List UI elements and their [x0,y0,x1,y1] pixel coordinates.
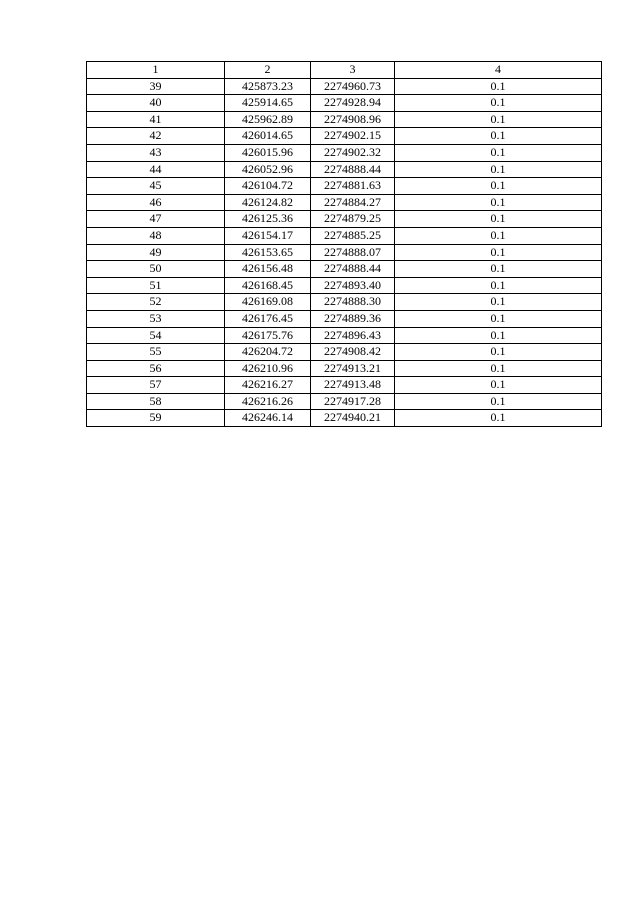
table-row [87,111,602,128]
table-row [87,261,602,278]
table-cell-col-4: 0.1 [395,244,602,261]
table-row [87,244,602,261]
table-cell-col-4: 0.1 [395,144,602,161]
table-cell-col-3: 2274913.48 [311,377,395,394]
table-cell-col-4: 0.1 [395,410,602,427]
table-cell-col-1: 39 [87,78,225,95]
table-cell-col-1: 52 [87,294,225,311]
table-cell-col-1: 47 [87,211,225,228]
table-cell-col-4: 0.1 [395,310,602,327]
table-row [87,194,602,211]
table-cell-col-1: 57 [87,377,225,394]
table-cell-col-4: 0.1 [395,360,602,377]
table-cell-col-1: 40 [87,95,225,112]
table-cell-col-1: 54 [87,327,225,344]
table-row [87,344,602,361]
table-body [87,78,602,426]
table-cell-col-1: 58 [87,393,225,410]
table-cell-col-1: 44 [87,161,225,178]
table-cell-col-4: 0.1 [395,128,602,145]
table-cell-col-2: 426216.26 [225,393,311,410]
table-cell-col-2: 426246.14 [225,410,311,427]
table-cell-col-1: 48 [87,227,225,244]
table-cell-col-2: 426052.96 [225,161,311,178]
table-cell-col-2: 426104.72 [225,178,311,195]
table-cell-col-3: 2274908.42 [311,344,395,361]
table-row [87,95,602,112]
table-cell-col-3: 2274902.32 [311,144,395,161]
table-cell-col-1: 53 [87,310,225,327]
table-cell-col-2: 426124.82 [225,194,311,211]
table-cell-col-2: 425873.23 [225,78,311,95]
table-cell-col-3: 2274893.40 [311,277,395,294]
table-cell-col-1: 51 [87,277,225,294]
table-cell-col-2: 425914.65 [225,95,311,112]
table-cell-col-4: 0.1 [395,211,602,228]
table-cell-col-2: 426168.45 [225,277,311,294]
table-cell-col-3: 2274888.07 [311,244,395,261]
table-cell-col-4: 0.1 [395,261,602,278]
table-cell-col-2: 426014.65 [225,128,311,145]
table-cell-col-4: 0.1 [395,327,602,344]
table-cell-col-2: 426154.17 [225,227,311,244]
table-cell-col-4: 0.1 [395,95,602,112]
header-row [87,62,602,79]
header-cell-2: 2 [225,62,311,79]
table-row [87,294,602,311]
table-cell-col-2: 426156.48 [225,261,311,278]
header-cell-3: 3 [311,62,395,79]
table-row [87,277,602,294]
table-cell-col-3: 2274888.44 [311,261,395,278]
table-cell-col-3: 2274917.28 [311,393,395,410]
table-cell-col-3: 2274913.21 [311,360,395,377]
table-cell-col-1: 49 [87,244,225,261]
table-cell-col-1: 50 [87,261,225,278]
table-row [87,360,602,377]
table-cell-col-3: 2274888.30 [311,294,395,311]
table-row [87,178,602,195]
table-row [87,161,602,178]
table-row [87,128,602,145]
table-cell-col-1: 56 [87,360,225,377]
table-cell-col-1: 45 [87,178,225,195]
table-cell-col-4: 0.1 [395,227,602,244]
table-cell-col-2: 425962.89 [225,111,311,128]
table-cell-col-3: 2274902.15 [311,128,395,145]
table-cell-col-4: 0.1 [395,161,602,178]
table-cell-col-4: 0.1 [395,111,602,128]
table-row [87,377,602,394]
table-cell-col-4: 0.1 [395,344,602,361]
table-cell-col-2: 426204.72 [225,344,311,361]
table-cell-col-3: 2274896.43 [311,327,395,344]
table-cell-col-4: 0.1 [395,377,602,394]
table-cell-col-2: 426169.08 [225,294,311,311]
table-cell-col-2: 426216.27 [225,377,311,394]
table-header [87,62,602,79]
table-cell-col-4: 0.1 [395,194,602,211]
table-cell-col-2: 426153.65 [225,244,311,261]
table-cell-col-1: 59 [87,410,225,427]
table-row [87,327,602,344]
table-cell-col-3: 2274879.25 [311,211,395,228]
table-cell-col-3: 2274884.27 [311,194,395,211]
table-row [87,211,602,228]
table-cell-col-4: 0.1 [395,277,602,294]
table-cell-col-4: 0.1 [395,178,602,195]
table-cell-col-1: 46 [87,194,225,211]
table-cell-col-4: 0.1 [395,393,602,410]
table-row [87,227,602,244]
table-cell-col-2: 426015.96 [225,144,311,161]
table-cell-col-3: 2274889.36 [311,310,395,327]
table-cell-col-2: 426125.36 [225,211,311,228]
table-cell-col-4: 0.1 [395,78,602,95]
table-row [87,410,602,427]
header-cell-1: 1 [87,62,225,79]
table-row [87,78,602,95]
table-cell-col-2: 426210.96 [225,360,311,377]
table-cell-col-3: 2274888.44 [311,161,395,178]
table-cell-col-3: 2274928.94 [311,95,395,112]
table-cell-col-3: 2274940.21 [311,410,395,427]
table-row [87,393,602,410]
table-row [87,310,602,327]
table-cell-col-1: 42 [87,128,225,145]
table-cell-col-3: 2274908.96 [311,111,395,128]
table-cell-col-3: 2274885.25 [311,227,395,244]
table-cell-col-1: 41 [87,111,225,128]
table-cell-col-1: 43 [87,144,225,161]
table-cell-col-3: 2274881.63 [311,178,395,195]
table-cell-col-1: 55 [87,344,225,361]
coordinates-table [86,61,602,427]
table-cell-col-4: 0.1 [395,294,602,311]
header-cell-4: 4 [395,62,602,79]
table-row [87,144,602,161]
table-cell-col-2: 426175.76 [225,327,311,344]
table-cell-col-2: 426176.45 [225,310,311,327]
table-cell-col-3: 2274960.73 [311,78,395,95]
